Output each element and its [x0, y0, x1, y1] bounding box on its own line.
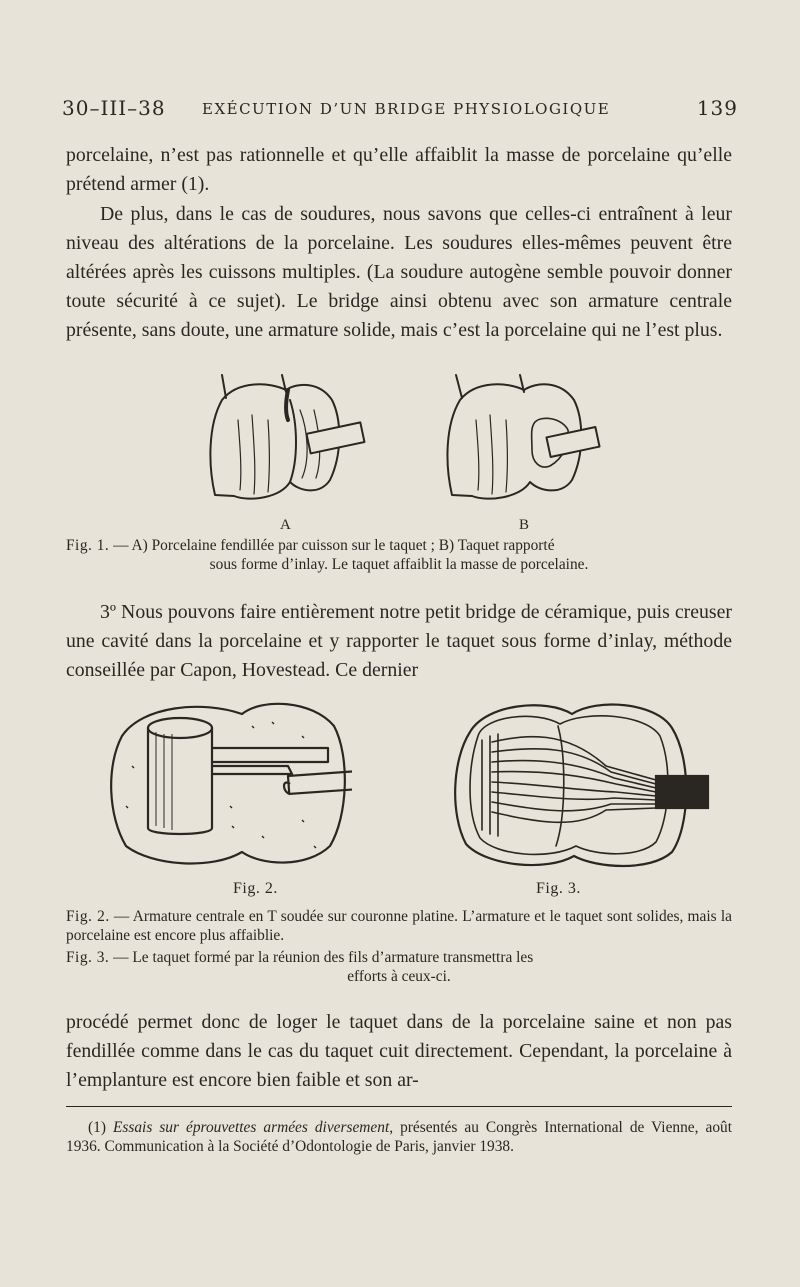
- figure-1-caption-continuation: sous forme d’inlay. Le taquet affaiblit la masse de porcelaine.: [209, 556, 589, 573]
- figure-1-caption-text: — A) Porcelaine fendillée par cuisson sur le taquet ; B) Taquet rapporté: [109, 537, 555, 554]
- figure-1-caption: [66, 536, 732, 574]
- footnote-text: , présentés au Congrès International de Vienne, août 1936. Communication à la Société d’Odontologie de Paris, janvier 1938.: [66, 1119, 732, 1155]
- figure-2-caption: [66, 907, 732, 945]
- figure-2-caption-lead: Fig. 2.: [66, 908, 110, 925]
- figure-2-caption-text: — Armature centrale en T soudée sur couronne platine. L’armature et le taquet sont solides, mais la porcelaine est encore plus affaiblie.: [66, 908, 732, 944]
- figure-2-label: Fig. 2.: [233, 880, 278, 897]
- running-head-title: EXÉCUTION D’UN BRIDGE PHYSIOLOGIQUE: [202, 100, 611, 118]
- figure-3-caption-lead: Fig. 3.: [66, 949, 110, 966]
- figure-1-caption-lead: Fig. 1.: [66, 537, 110, 554]
- figure-3-label: Fig. 3.: [536, 880, 581, 897]
- figure-1-teeth-illustration: [190, 370, 620, 510]
- figure-1-label-a: A: [280, 517, 291, 533]
- footnote: [66, 1118, 732, 1156]
- footnote-rule: [66, 1106, 732, 1107]
- page-number: 139: [696, 96, 738, 120]
- figure-2-armature-illustration: [102, 696, 352, 870]
- figure-1-label-b: B: [519, 517, 530, 533]
- paragraph-3: 3º Nous pouvons faire entièrement notre petit bridge de céramique, puis creuser une cavité dans la porcelaine et y rapporter le taquet sous forme d’inlay, méthode conseillée par Capon, Hovestead. Ce dernier: [66, 601, 732, 681]
- paragraph-4: procédé permet donc de loger le taquet dans de la porcelaine saine et non pas fendillée comme dans le cas du taquet cuit directement. Cependant, la porcelaine à l’emplanture est encore bien faible et son ar-: [66, 1011, 732, 1091]
- running-head: [62, 96, 738, 126]
- figure-3-caption-text: — Le taquet formé par la réunion des fils d’armature transmettra les: [109, 949, 534, 966]
- figure-3-caption: [66, 948, 732, 986]
- paragraph-1: porcelaine, n’est pas rationnelle et qu’elle affaiblit la masse de porcelaine qu’elle prétend armer (1).: [66, 144, 732, 195]
- footnote-marker: (1): [88, 1119, 113, 1136]
- paragraph-2: De plus, dans le cas de soudures, nous savons que celles-ci entraînent à leur niveau des altérations de la porcelaine. Les soudures elles-mêmes peuvent être altérées après les cuissons multiples. (La soudure autogène semble pouvoir donner toute sécurité à ce sujet). Le bridge ainsi obtenu avec son armature centrale présente, sans doute, une armature solide, mais c’est la porcelaine qui ne l’est plus.: [66, 203, 732, 341]
- footnote-title: Essais sur éprouvettes armées diversement: [112, 1119, 390, 1136]
- running-head-date: 30–III–38: [62, 96, 166, 120]
- figure-3-wires-illustration: [446, 696, 710, 874]
- figure-3-caption-continuation: efforts à ceux-ci.: [347, 968, 451, 985]
